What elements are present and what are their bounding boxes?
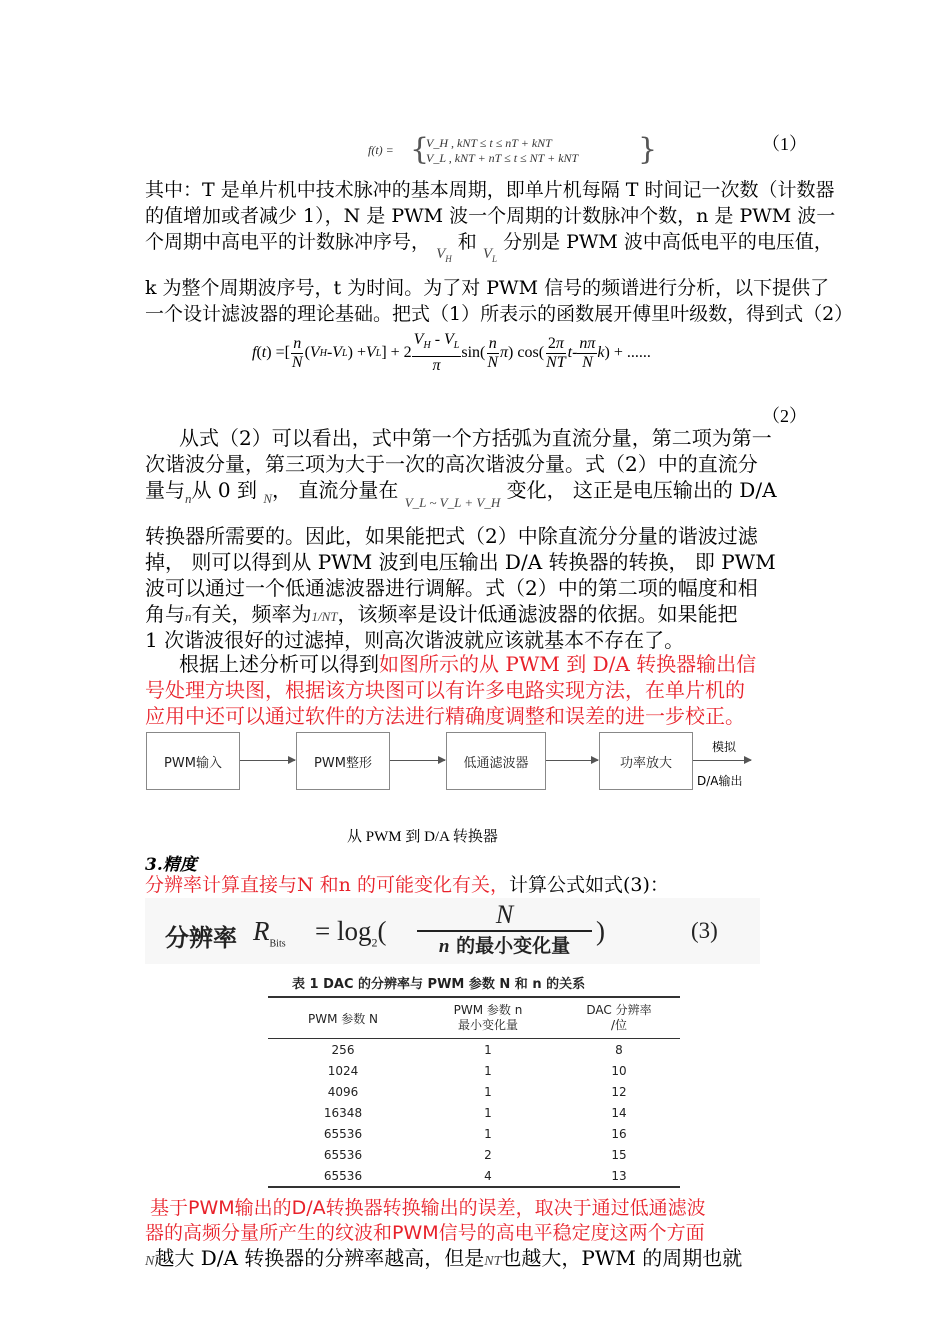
box-power-amp: 功率放大 <box>599 732 693 790</box>
table-cell: 13 <box>611 1168 627 1183</box>
vh-symbol: VH <box>436 246 452 264</box>
para1-line2: 的值增加或者减少 1），N 是 PWM 波一个周期的计数脉冲个数，n 是 PWM 波一 <box>145 205 836 227</box>
para1-line4: k 为整个周期波序号，t 为时间。为了对 PWM 信号的频谱进行分析，以下提供了 <box>145 277 830 299</box>
eq1-close-brace: } <box>638 132 658 167</box>
n-symbol: n <box>185 491 192 506</box>
frequency-expression: 1/NT <box>311 609 338 624</box>
para4-line3b: 越大 D/A 转换器的分辨率越高，但是 <box>154 1246 485 1270</box>
table-cell: 1 <box>484 1042 492 1057</box>
para3-line1a: 根据上述分析可以得到 <box>179 652 379 676</box>
para2-line6: 波可以通过一个低通滤波器进行调解。式（2）中的第二项的幅度和相 <box>145 576 758 600</box>
eq3-numerator: N <box>417 900 592 932</box>
para1-line1: 其中：T 是单片机中技术脉冲的基本周期，即单片机每隔 T 时间记一次数（计数器 <box>145 179 835 201</box>
table-row <box>268 1060 680 1081</box>
eq1-number: （1） <box>762 134 807 154</box>
table-header: PWM 参数 n 最小变化量 <box>453 1003 523 1032</box>
section3-heading: 3.精度 <box>145 855 197 875</box>
eq2-number: （2） <box>762 406 807 426</box>
para2-line3d: 变化， 这正是电压输出的 D/A <box>506 478 777 502</box>
table-cell: 15 <box>611 1147 627 1162</box>
table1-caption: 表 1 DAC 的分辨率与 PWM 参数 N 和 n 的关系 <box>292 977 586 992</box>
eq3-R: $R_{Bits}$ <box>253 916 286 950</box>
para2-line5: 掉， 则可以得到从 PWM 波到电压输出 D/A 转换器的转换， 即 PWM <box>145 550 776 574</box>
output-label-top: 模拟 <box>712 740 737 754</box>
table-cell: 16348 <box>323 1105 363 1120</box>
box-pwm-input: PWM输入 <box>146 732 240 790</box>
table-row <box>268 1123 680 1144</box>
table-cell: 1 <box>484 1126 492 1141</box>
para4-line3d: 也越大，PWM 的周期也就 <box>501 1246 743 1270</box>
para2-line8: 1 次谐波很好的过滤掉，则高次谐波就应该就基本不存在了。 <box>145 628 685 652</box>
section3-line-black: 计算公式如式(3)： <box>508 874 669 896</box>
table-header: PWM 参数 N <box>307 1011 379 1026</box>
box-pwm-shaping: PWM整形 <box>296 732 390 790</box>
table-cell: 8 <box>615 1042 623 1057</box>
table-row <box>268 1144 680 1165</box>
range-expression: V_L ~ V_L + V_H <box>404 495 501 510</box>
para2-line3c: ， 直流分量在 <box>271 478 399 502</box>
eq3-denominator: n 的最小变化量 <box>438 935 571 957</box>
table-cell: 1024 <box>327 1063 359 1078</box>
eq3-log: = $\log_2$( <box>315 916 387 950</box>
box-lowpass-filter: 低通滤波器 <box>446 732 546 790</box>
table-row <box>268 1081 680 1102</box>
eq1-case1: V_H , kNT ≤ t ≤ nT + kNT <box>426 136 552 150</box>
para4-line2: 器的高频分量所产生的纹波和PWM信号的高电平稳定度这两个方面 <box>145 1222 705 1244</box>
table-cell: 16 <box>611 1126 627 1141</box>
eq1-case2: V_L , kNT + nT ≤ t ≤ NT + kNT <box>426 151 579 165</box>
N-symbol-para4: N <box>145 1254 155 1269</box>
table-row <box>268 1102 680 1123</box>
para3-line1 <box>179 652 756 677</box>
arrow-2 <box>390 760 445 761</box>
para1-line3b: 和 <box>457 231 477 253</box>
eq1-lhs: f(t) = <box>368 143 394 157</box>
para2-line1: 从式（2）可以看出，式中第一个方括弧为直流分量，第二项为第一 <box>179 426 772 450</box>
table-cell: 1 <box>484 1063 492 1078</box>
para2-line3 <box>145 478 777 512</box>
eq1-brace: { <box>410 132 430 167</box>
output-label-bottom: D/A输出 <box>697 774 743 788</box>
eq3-label: 分辨率 <box>165 924 237 952</box>
para1-line3c: 分别是 PWM 波中高低电平的电压值， <box>503 231 833 253</box>
table-cell: 1 <box>484 1105 492 1120</box>
para1-line3 <box>145 230 833 264</box>
para4-line1: 基于PWM输出的D/A转换器转换输出的误差，取决于通过低通滤波 <box>150 1197 706 1219</box>
table-cell: 14 <box>611 1105 627 1120</box>
para2-line4: 转换器所需要的。因此，如果能把式（2）中除直流分分量的谐波过滤 <box>145 524 758 548</box>
para2-line7b: 有关，频率为 <box>191 602 312 626</box>
n-symbol-2: n <box>185 609 192 624</box>
para2-line3a: 量与 <box>145 478 185 502</box>
table-cell: 2 <box>484 1147 492 1162</box>
table-cell: 4 <box>484 1168 492 1183</box>
vl-symbol: VL <box>482 246 498 264</box>
table-cell: 4096 <box>327 1084 359 1099</box>
section3-line-red: 分辨率计算直接与N 和n 的可能变化有关， <box>145 874 509 896</box>
para1-line5: 一个设计滤波器的理论基础。把式（1）所表示的函数展开傅里叶级数，得到式（2） <box>145 303 854 325</box>
equation-3 <box>145 898 760 964</box>
eq3-close-paren: ) <box>596 916 605 946</box>
arrow-1 <box>240 760 295 761</box>
para2-line7c: ，该频率是设计低通滤波器的依据。如果能把 <box>337 602 738 626</box>
table-cell: 1 <box>484 1084 492 1099</box>
para2-line7 <box>145 602 738 629</box>
para3-line1b: 如图所示的从 PWM 到 D/A 转换器输出信 <box>379 652 757 676</box>
section3-line <box>145 873 669 898</box>
table-row <box>268 1165 680 1186</box>
table-cell: 12 <box>611 1084 627 1099</box>
para2-line3b: 从 0 到 <box>191 478 257 502</box>
table-header: DAC 分辨率 /位 <box>586 1003 652 1032</box>
N-symbol: N <box>263 491 272 506</box>
eq3-fraction <box>417 900 592 961</box>
arrow-3 <box>546 760 598 761</box>
table-cell: 65536 <box>323 1147 363 1162</box>
table-cell: 10 <box>611 1063 627 1078</box>
para3-line3: 应用中还可以通过软件的方法进行精确度调整和误差的进一步校正。 <box>145 704 745 728</box>
para3-line2: 号处理方块图，根据该方块图可以有许多电路实现方法，在单片机的 <box>145 678 745 702</box>
table-header-row <box>268 998 680 1039</box>
diagram-caption: 从 PWM 到 D/A 转换器 <box>347 829 498 845</box>
NT-symbol: NT <box>484 1254 502 1269</box>
para2-line2: 次谐波分量，第三项为大于一次的高次谐波分量。式（2）中的直流分 <box>145 452 758 476</box>
table1 <box>268 996 680 1188</box>
table-row <box>268 1039 680 1061</box>
table-cell: 65536 <box>323 1126 363 1141</box>
eq3-number: (3) <box>691 918 718 943</box>
table-cell: 256 <box>331 1042 355 1057</box>
para4-line3 <box>145 1246 742 1274</box>
arrow-out <box>693 760 751 761</box>
para2-line7a: 角与 <box>145 602 185 626</box>
equation-2: f ( t ) =[ $\frac{n}{N}$ ( V H - V L ) + V L ] + 2 $\frac{V_H - V_L}{\pi}$ sin( $\frac{n}{N}$ π ) cos( $\frac{2\pi}{NT}$ t - $\frac{n\pi}{N}$ k ) + ...... <box>252 331 651 374</box>
equation-1 <box>368 134 658 166</box>
para1-line3a: 个周期中高电平的计数脉冲序号， <box>145 231 431 253</box>
table-cell: 65536 <box>323 1168 363 1183</box>
